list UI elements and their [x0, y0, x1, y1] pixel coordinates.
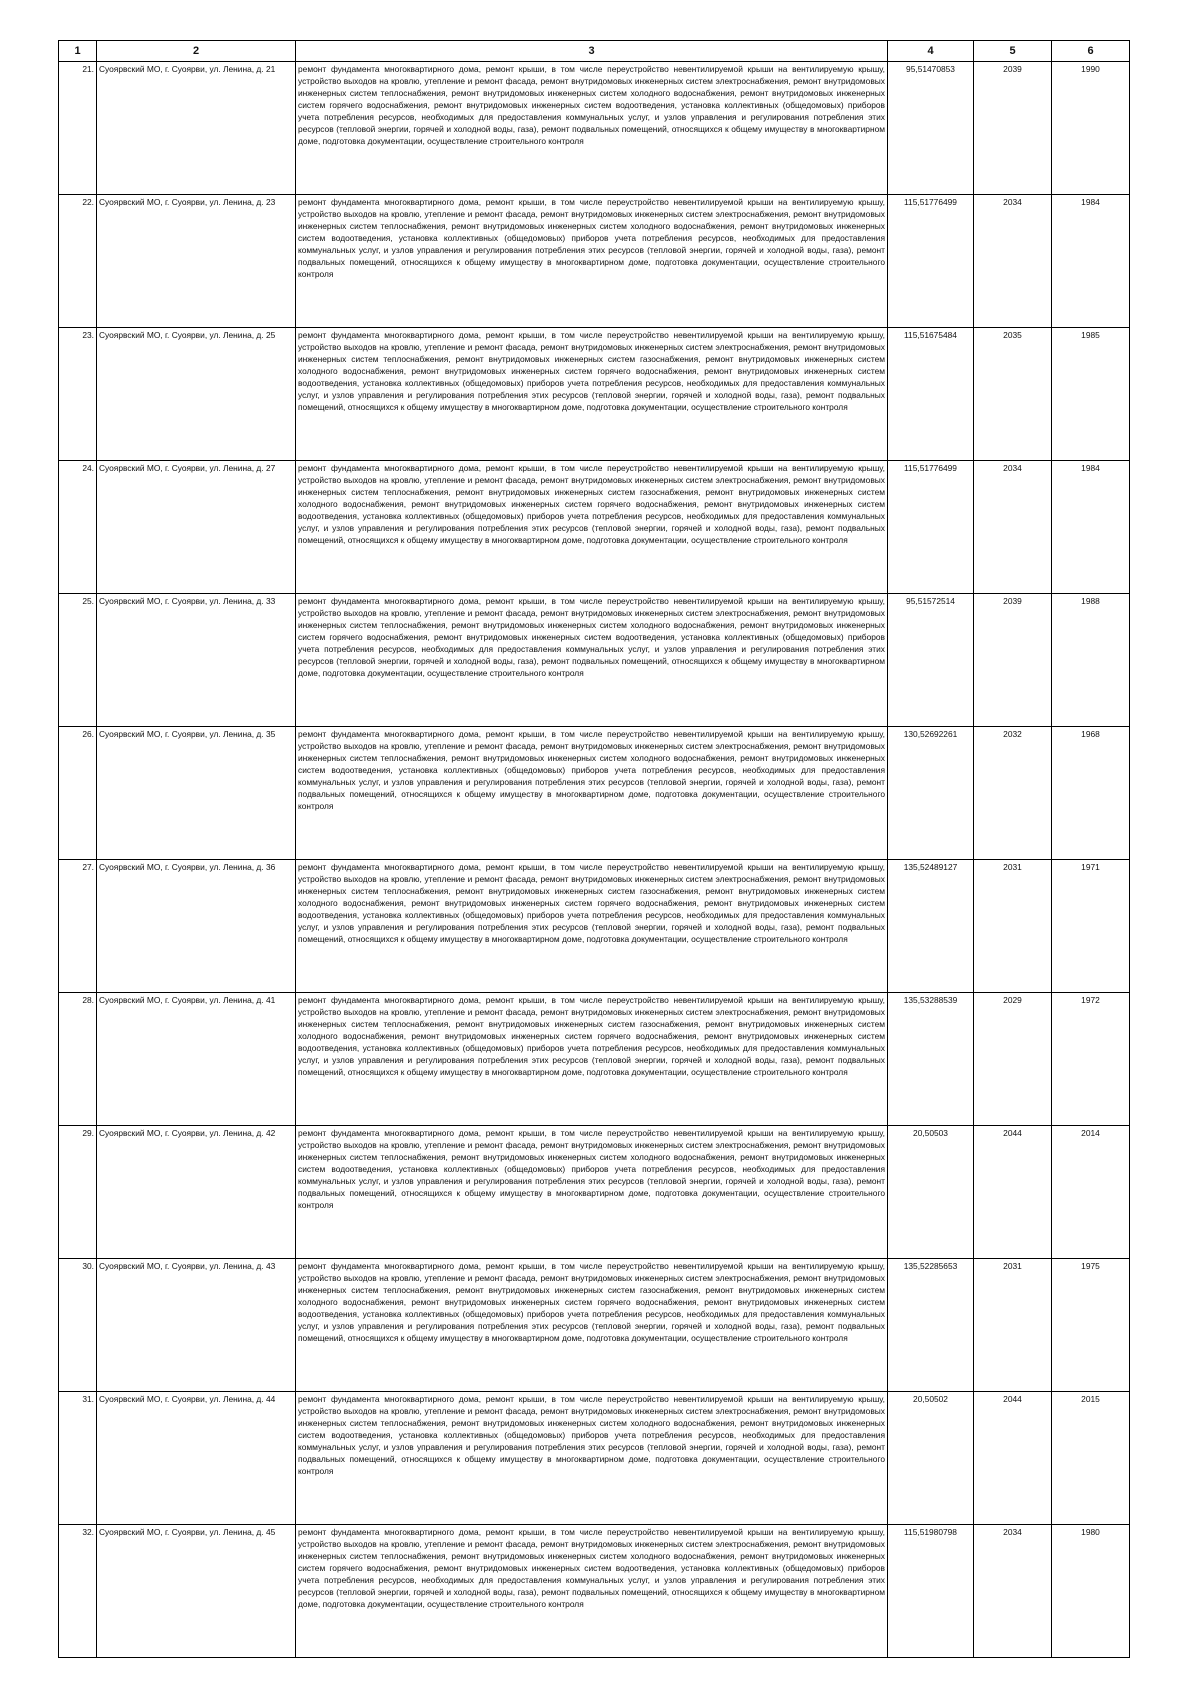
year-col6-cell: 1984 [1052, 461, 1130, 594]
col-header-2: 2 [97, 41, 296, 62]
row-number: 31. [59, 1392, 97, 1525]
works-cell: ремонт фундамента многоквартирного дома, ремонт крыши, в том числе переустройство невентилируемой крыши на вентилируемую крышу, устройство выходов на кровлю, утепление и ремонт фасада, ремонт внутридомовых инженерных систем электроснабжения, ремонт внутридомовых инженерных систем теплоснабжения, ремонт внутридомовых инженерных систем газоснабжения, ремонт внутридомовых инженерных систем холодного водоснабжения, ремонт внутридомовых инженерных систем горячего водоснабжения, ремонт внутридомовых инженерных систем водоотведения, установка коллективных (общедомовых) приборов учета потребления ресурсов, необходимых для предоставления коммунальных услуг, и узлов управления и регулирования потребления этих ресурсов (тепловой энергии, горячей и холодной воды, газа), ремонт подвальных помещений, относящихся к общему имуществу в многоквартирном доме, подготовка документации, осуществление строительного контроля [296, 993, 888, 1126]
works-cell: ремонт фундамента многоквартирного дома, ремонт крыши, в том числе переустройство невентилируемой крыши на вентилируемую крышу, устройство выходов на кровлю, утепление и ремонт фасада, ремонт внутридомовых инженерных систем электроснабжения, ремонт внутридомовых инженерных систем теплоснабжения, ремонт внутридомовых инженерных систем газоснабжения, ремонт внутридомовых инженерных систем холодного водоснабжения, ремонт внутридомовых инженерных систем горячего водоснабжения, ремонт внутридомовых инженерных систем водоотведения, установка коллективных (общедомовых) приборов учета потребления ресурсов, необходимых для предоставления коммунальных услуг, и узлов управления и регулирования потребления этих ресурсов (тепловой энергии, горячей и холодной воды, газа), ремонт подвальных помещений, относящихся к общему имуществу в многоквартирном доме, подготовка документации, осуществление строительного контроля [296, 461, 888, 594]
table-row [59, 860, 1130, 993]
table-row [59, 727, 1130, 860]
col-header-4: 4 [888, 41, 974, 62]
table-row [59, 328, 1130, 461]
address-cell: Суоярвский МО, г. Суоярви, ул. Ленина, д. 42 [97, 1126, 296, 1259]
row-number: 24. [59, 461, 97, 594]
works-cell: ремонт фундамента многоквартирного дома, ремонт крыши, в том числе переустройство невентилируемой крыши на вентилируемую крышу, устройство выходов на кровлю, утепление и ремонт фасада, ремонт внутридомовых инженерных систем электроснабжения, ремонт внутридомовых инженерных систем теплоснабжения, ремонт внутридомовых инженерных систем газоснабжения, ремонт внутридомовых инженерных систем холодного водоснабжения, ремонт внутридомовых инженерных систем горячего водоснабжения, ремонт внутридомовых инженерных систем водоотведения, установка коллективных (общедомовых) приборов учета потребления ресурсов, необходимых для предоставления коммунальных услуг, и узлов управления и регулирования потребления этих ресурсов (тепловой энергии, горячей и холодной воды, газа), ремонт подвальных помещений, относящихся к общему имуществу в многоквартирном доме, подготовка документации, осуществление строительного контроля [296, 328, 888, 461]
year-col5-cell: 2034 [974, 195, 1052, 328]
works-cell: ремонт фундамента многоквартирного дома, ремонт крыши, в том числе переустройство невентилируемой крыши на вентилируемую крышу, устройство выходов на кровлю, утепление и ремонт фасада, ремонт внутридомовых инженерных систем электроснабжения, ремонт внутридомовых инженерных систем теплоснабжения, ремонт внутридомовых инженерных систем газоснабжения, ремонт внутридомовых инженерных систем холодного водоснабжения, ремонт внутридомовых инженерных систем горячего водоснабжения, ремонт внутридомовых инженерных систем водоотведения, установка коллективных (общедомовых) приборов учета потребления ресурсов, необходимых для предоставления коммунальных услуг, и узлов управления и регулирования потребления этих ресурсов (тепловой энергии, горячей и холодной воды, газа), ремонт подвальных помещений, относящихся к общему имуществу в многоквартирном доме, подготовка документации, осуществление строительного контроля [296, 1259, 888, 1392]
value-col4-cell: 20,50503 [888, 1126, 974, 1259]
value-col4-cell: 20,50502 [888, 1392, 974, 1525]
value-col4-cell: 135,53288539 [888, 993, 974, 1126]
year-col5-cell: 2029 [974, 993, 1052, 1126]
year-col6-cell: 1972 [1052, 993, 1130, 1126]
table-row [59, 461, 1130, 594]
row-number: 30. [59, 1259, 97, 1392]
table-row [59, 1525, 1130, 1658]
year-col5-cell: 2044 [974, 1392, 1052, 1525]
works-cell: ремонт фундамента многоквартирного дома, ремонт крыши, в том числе переустройство невентилируемой крыши на вентилируемую крышу, устройство выходов на кровлю, утепление и ремонт фасада, ремонт внутридомовых инженерных систем электроснабжения, ремонт внутридомовых инженерных систем теплоснабжения, ремонт внутридомовых инженерных систем холодного водоснабжения, ремонт внутридомовых инженерных систем горячего водоснабжения, ремонт внутридомовых инженерных систем водоотведения, установка коллективных (общедомовых) приборов учета потребления ресурсов, необходимых для предоставления коммунальных услуг, и узлов управления и регулирования потребления этих ресурсов (тепловой энергии, горячей и холодной воды, газа), ремонт подвальных помещений, относящихся к общему имуществу в многоквартирном доме, подготовка документации, осуществление строительного контроля [296, 1525, 888, 1658]
table-row [59, 594, 1130, 727]
row-number: 22. [59, 195, 97, 328]
col-header-5: 5 [974, 41, 1052, 62]
repair-program-table [58, 40, 1130, 1658]
year-col5-cell: 2035 [974, 328, 1052, 461]
year-col5-cell: 2034 [974, 1525, 1052, 1658]
row-number: 26. [59, 727, 97, 860]
address-cell: Суоярвский МО, г. Суоярви, ул. Ленина, д. 21 [97, 62, 296, 195]
year-col6-cell: 1968 [1052, 727, 1130, 860]
year-col6-cell: 2015 [1052, 1392, 1130, 1525]
table-row [59, 195, 1130, 328]
row-number: 23. [59, 328, 97, 461]
year-col6-cell: 1975 [1052, 1259, 1130, 1392]
value-col4-cell: 115,51980798 [888, 1525, 974, 1658]
year-col6-cell: 1980 [1052, 1525, 1130, 1658]
address-cell: Суоярвский МО, г. Суоярви, ул. Ленина, д. 23 [97, 195, 296, 328]
works-cell: ремонт фундамента многоквартирного дома, ремонт крыши, в том числе переустройство невентилируемой крыши на вентилируемую крышу, устройство выходов на кровлю, утепление и ремонт фасада, ремонт внутридомовых инженерных систем электроснабжения, ремонт внутридомовых инженерных систем теплоснабжения, ремонт внутридомовых инженерных систем холодного водоснабжения, ремонт внутридомовых инженерных систем горячего водоснабжения, ремонт внутридомовых инженерных систем водоотведения, установка коллективных (общедомовых) приборов учета потребления ресурсов, необходимых для предоставления коммунальных услуг, и узлов управления и регулирования потребления этих ресурсов (тепловой энергии, горячей и холодной воды, газа), ремонт подвальных помещений, относящихся к общему имуществу в многоквартирном доме, подготовка документации, осуществление строительного контроля [296, 62, 888, 195]
value-col4-cell: 135,52489127 [888, 860, 974, 993]
value-col4-cell: 130,52692261 [888, 727, 974, 860]
address-cell: Суоярвский МО, г. Суоярви, ул. Ленина, д. 25 [97, 328, 296, 461]
value-col4-cell: 115,51675484 [888, 328, 974, 461]
row-number: 29. [59, 1126, 97, 1259]
works-cell: ремонт фундамента многоквартирного дома, ремонт крыши, в том числе переустройство невентилируемой крыши на вентилируемую крышу, устройство выходов на кровлю, утепление и ремонт фасада, ремонт внутридомовых инженерных систем электроснабжения, ремонт внутридомовых инженерных систем теплоснабжения, ремонт внутридомовых инженерных систем холодного водоснабжения, ремонт внутридомовых инженерных систем водоотведения, установка коллективных (общедомовых) приборов учета потребления ресурсов, необходимых для предоставления коммунальных услуг, и узлов управления и регулирования потребления этих ресурсов (тепловой энергии, горячей и холодной воды, газа), ремонт подвальных помещений, относящихся к общему имуществу в многоквартирном доме, подготовка документации, осуществление строительного контроля [296, 1126, 888, 1259]
table-row [59, 1259, 1130, 1392]
year-col5-cell: 2039 [974, 62, 1052, 195]
header-row [59, 41, 1130, 62]
address-cell: Суоярвский МО, г. Суоярви, ул. Ленина, д. 35 [97, 727, 296, 860]
address-cell: Суоярвский МО, г. Суоярви, ул. Ленина, д. 33 [97, 594, 296, 727]
year-col6-cell: 1985 [1052, 328, 1130, 461]
year-col6-cell: 1990 [1052, 62, 1130, 195]
works-cell: ремонт фундамента многоквартирного дома, ремонт крыши, в том числе переустройство невентилируемой крыши на вентилируемую крышу, устройство выходов на кровлю, утепление и ремонт фасада, ремонт внутридомовых инженерных систем электроснабжения, ремонт внутридомовых инженерных систем теплоснабжения, ремонт внутридомовых инженерных систем холодного водоснабжения, ремонт внутридомовых инженерных систем горячего водоснабжения, ремонт внутридомовых инженерных систем водоотведения, установка коллективных (общедомовых) приборов учета потребления ресурсов, необходимых для предоставления коммунальных услуг, и узлов управления и регулирования потребления этих ресурсов (тепловой энергии, горячей и холодной воды, газа), ремонт подвальных помещений, относящихся к общему имуществу в многоквартирном доме, подготовка документации, осуществление строительного контроля [296, 594, 888, 727]
year-col6-cell: 1971 [1052, 860, 1130, 993]
year-col5-cell: 2039 [974, 594, 1052, 727]
row-number: 21. [59, 62, 97, 195]
table-row [59, 1126, 1130, 1259]
year-col5-cell: 2031 [974, 1259, 1052, 1392]
address-cell: Суоярвский МО, г. Суоярви, ул. Ленина, д. 45 [97, 1525, 296, 1658]
value-col4-cell: 95,51470853 [888, 62, 974, 195]
works-cell: ремонт фундамента многоквартирного дома, ремонт крыши, в том числе переустройство невентилируемой крыши на вентилируемую крышу, устройство выходов на кровлю, утепление и ремонт фасада, ремонт внутридомовых инженерных систем электроснабжения, ремонт внутридомовых инженерных систем теплоснабжения, ремонт внутридомовых инженерных систем холодного водоснабжения, ремонт внутридомовых инженерных систем водоотведения, установка коллективных (общедомовых) приборов учета потребления ресурсов, необходимых для предоставления коммунальных услуг, и узлов управления и регулирования потребления этих ресурсов (тепловой энергии, горячей и холодной воды, газа), ремонт подвальных помещений, относящихся к общему имуществу в многоквартирном доме, подготовка документации, осуществление строительного контроля [296, 1392, 888, 1525]
year-col6-cell: 2014 [1052, 1126, 1130, 1259]
address-cell: Суоярвский МО, г. Суоярви, ул. Ленина, д. 41 [97, 993, 296, 1126]
address-cell: Суоярвский МО, г. Суоярви, ул. Ленина, д. 36 [97, 860, 296, 993]
col-header-3: 3 [296, 41, 888, 62]
table-row [59, 1392, 1130, 1525]
value-col4-cell: 115,51776499 [888, 461, 974, 594]
works-cell: ремонт фундамента многоквартирного дома, ремонт крыши, в том числе переустройство невентилируемой крыши на вентилируемую крышу, устройство выходов на кровлю, утепление и ремонт фасада, ремонт внутридомовых инженерных систем электроснабжения, ремонт внутридомовых инженерных систем теплоснабжения, ремонт внутридомовых инженерных систем холодного водоснабжения, ремонт внутридомовых инженерных систем водоотведения, установка коллективных (общедомовых) приборов учета потребления ресурсов, необходимых для предоставления коммунальных услуг, и узлов управления и регулирования потребления этих ресурсов (тепловой энергии, горячей и холодной воды, газа), ремонт подвальных помещений, относящихся к общему имуществу в многоквартирном доме, подготовка документации, осуществление строительного контроля [296, 195, 888, 328]
address-cell: Суоярвский МО, г. Суоярви, ул. Ленина, д. 43 [97, 1259, 296, 1392]
works-cell: ремонт фундамента многоквартирного дома, ремонт крыши, в том числе переустройство невентилируемой крыши на вентилируемую крышу, устройство выходов на кровлю, утепление и ремонт фасада, ремонт внутридомовых инженерных систем электроснабжения, ремонт внутридомовых инженерных систем теплоснабжения, ремонт внутридомовых инженерных систем газоснабжения, ремонт внутридомовых инженерных систем холодного водоснабжения, ремонт внутридомовых инженерных систем горячего водоснабжения, ремонт внутридомовых инженерных систем водоотведения, установка коллективных (общедомовых) приборов учета потребления ресурсов, необходимых для предоставления коммунальных услуг, и узлов управления и регулирования потребления этих ресурсов (тепловой энергии, горячей и холодной воды, газа), ремонт подвальных помещений, относящихся к общему имуществу в многоквартирном доме, подготовка документации, осуществление строительного контроля [296, 860, 888, 993]
year-col5-cell: 2031 [974, 860, 1052, 993]
year-col5-cell: 2032 [974, 727, 1052, 860]
year-col5-cell: 2034 [974, 461, 1052, 594]
works-cell: ремонт фундамента многоквартирного дома, ремонт крыши, в том числе переустройство невентилируемой крыши на вентилируемую крышу, устройство выходов на кровлю, утепление и ремонт фасада, ремонт внутридомовых инженерных систем электроснабжения, ремонт внутридомовых инженерных систем теплоснабжения, ремонт внутридомовых инженерных систем холодного водоснабжения, ремонт внутридомовых инженерных систем водоотведения, установка коллективных (общедомовых) приборов учета потребления ресурсов, необходимых для предоставления коммунальных услуг, и узлов управления и регулирования потребления этих ресурсов (тепловой энергии, горячей и холодной воды, газа), ремонт подвальных помещений, относящихся к общему имуществу в многоквартирном доме, подготовка документации, осуществление строительного контроля [296, 727, 888, 860]
address-cell: Суоярвский МО, г. Суоярви, ул. Ленина, д. 27 [97, 461, 296, 594]
value-col4-cell: 135,52285653 [888, 1259, 974, 1392]
table-row [59, 993, 1130, 1126]
table-row [59, 62, 1130, 195]
col-header-6: 6 [1052, 41, 1130, 62]
row-number: 27. [59, 860, 97, 993]
year-col5-cell: 2044 [974, 1126, 1052, 1259]
value-col4-cell: 115,51776499 [888, 195, 974, 328]
year-col6-cell: 1988 [1052, 594, 1130, 727]
row-number: 32. [59, 1525, 97, 1658]
row-number: 28. [59, 993, 97, 1126]
address-cell: Суоярвский МО, г. Суоярви, ул. Ленина, д. 44 [97, 1392, 296, 1525]
value-col4-cell: 95,51572514 [888, 594, 974, 727]
col-header-1: 1 [59, 41, 97, 62]
year-col6-cell: 1984 [1052, 195, 1130, 328]
row-number: 25. [59, 594, 97, 727]
